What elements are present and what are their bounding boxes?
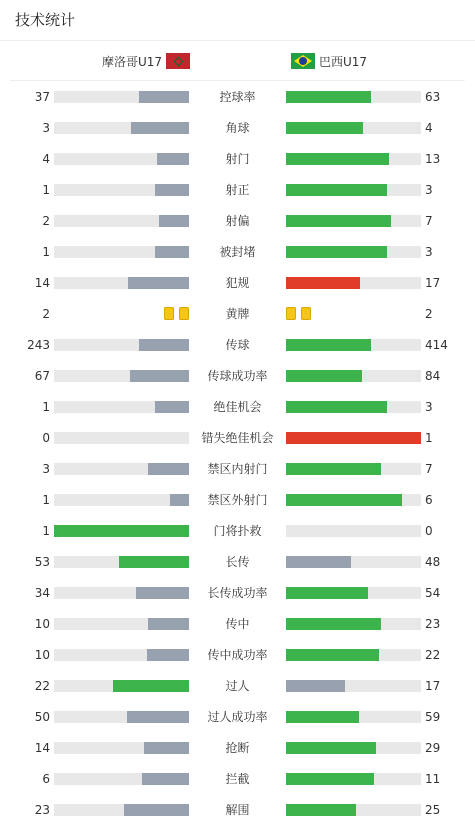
stat-label: 长传成功率 <box>207 586 268 600</box>
home-stat-bar <box>54 587 189 599</box>
home-stat-bar <box>54 246 189 258</box>
home-stat-bar-fill <box>148 618 189 630</box>
stat-label: 长传 <box>225 555 250 569</box>
home-stat-value: 1 <box>42 183 50 197</box>
home-stat-bar-fill <box>131 122 189 134</box>
home-stat-bar <box>54 153 189 165</box>
stat-label: 控球率 <box>219 90 256 104</box>
away-stat-value: 414 <box>425 338 448 352</box>
stat-label: 犯规 <box>225 276 250 290</box>
away-stat-bar-fill <box>286 556 351 568</box>
stat-label: 射门 <box>225 152 250 166</box>
away-stat-bar <box>286 339 421 351</box>
away-stat-bar <box>286 432 421 444</box>
home-stat-bar-fill <box>157 153 189 165</box>
header-divider <box>0 40 475 41</box>
home-stat-bar <box>54 122 189 134</box>
away-stat-bar <box>286 215 421 227</box>
stat-row <box>0 183 475 197</box>
away-stat-bar <box>286 494 421 506</box>
stat-label: 解围 <box>225 803 250 817</box>
home-stat-bar-fill <box>148 463 189 475</box>
away-stat-bar-fill <box>286 246 387 258</box>
home-stat-bar-fill <box>136 587 189 599</box>
away-team[interactable] <box>291 52 367 70</box>
away-stat-value: 13 <box>425 152 441 166</box>
home-stat-bar <box>54 711 189 723</box>
home-stat-value: 1 <box>42 400 50 414</box>
home-stat-value: 6 <box>42 772 50 786</box>
away-stat-value: 48 <box>425 555 441 569</box>
away-stat-value: 17 <box>425 276 441 290</box>
home-stat-bar-fill <box>124 804 189 816</box>
home-stat-bar-fill <box>155 401 189 413</box>
home-stat-value: 14 <box>34 276 50 290</box>
stat-label: 被封堵 <box>219 245 256 259</box>
page-title: 技术统计 <box>15 11 76 29</box>
away-stat-bar <box>286 618 421 630</box>
stat-row <box>0 679 475 693</box>
away-stat-value: 7 <box>425 462 433 476</box>
home-stat-bar-fill <box>139 339 189 351</box>
home-stat-bar <box>54 277 189 289</box>
stat-row <box>0 307 475 321</box>
away-stat-value: 4 <box>425 121 433 135</box>
away-stat-bar <box>286 804 421 816</box>
home-yellow-cards <box>164 307 189 321</box>
home-stat-value: 34 <box>34 586 50 600</box>
home-stat-bar <box>54 773 189 785</box>
home-stat-bar-fill <box>155 184 189 196</box>
away-stat-value: 63 <box>425 90 441 104</box>
away-stat-value: 3 <box>425 245 433 259</box>
home-stat-bar <box>54 525 189 537</box>
home-stat-value: 4 <box>42 152 50 166</box>
away-stat-value: 6 <box>425 493 433 507</box>
away-stat-value: 1 <box>425 431 433 445</box>
away-stat-value: 84 <box>425 369 441 383</box>
stat-row <box>0 338 475 352</box>
stat-row <box>0 772 475 786</box>
home-stat-bar-fill <box>142 773 189 785</box>
home-stat-value: 53 <box>34 555 50 569</box>
away-stat-bar <box>286 370 421 382</box>
stat-row <box>0 710 475 724</box>
away-stat-value: 29 <box>425 741 441 755</box>
stat-row <box>0 245 475 259</box>
away-stat-value: 59 <box>425 710 441 724</box>
home-stat-value: 0 <box>42 431 50 445</box>
home-stat-bar <box>54 184 189 196</box>
home-stat-bar-fill <box>119 556 189 568</box>
home-stat-bar-fill <box>127 711 189 723</box>
away-stat-bar-fill <box>286 494 402 506</box>
away-stat-bar-fill <box>286 122 363 134</box>
home-stat-value: 1 <box>42 524 50 538</box>
home-stat-value: 10 <box>34 648 50 662</box>
away-stat-bar-fill <box>286 649 379 661</box>
stat-label: 禁区外射门 <box>207 493 268 507</box>
home-stat-bar-fill <box>54 525 189 537</box>
home-stat-value: 243 <box>27 338 50 352</box>
away-stat-bar-fill <box>286 91 371 103</box>
away-stat-bar <box>286 401 421 413</box>
stat-row <box>0 741 475 755</box>
home-stat-value: 1 <box>42 493 50 507</box>
away-stat-value: 2 <box>425 307 433 321</box>
away-stat-bar-fill <box>286 339 371 351</box>
away-stat-bar <box>286 773 421 785</box>
away-stat-bar <box>286 122 421 134</box>
home-stat-bar-fill <box>139 91 189 103</box>
home-stat-bar-fill <box>128 277 189 289</box>
home-stat-value: 2 <box>42 307 50 321</box>
away-stat-value: 25 <box>425 803 441 817</box>
stat-label: 抢断 <box>225 741 250 755</box>
stat-row <box>0 90 475 104</box>
stat-label: 传中成功率 <box>207 648 268 662</box>
away-stat-bar-fill <box>286 680 345 692</box>
away-stat-bar-fill <box>286 153 389 165</box>
away-stat-bar-fill <box>286 401 387 413</box>
away-stat-value: 54 <box>425 586 441 600</box>
stat-row <box>0 555 475 569</box>
away-stat-bar-fill <box>286 773 374 785</box>
home-stat-bar <box>54 463 189 475</box>
home-stat-bar <box>54 556 189 568</box>
stat-row <box>0 462 475 476</box>
away-stat-bar <box>286 711 421 723</box>
away-stat-bar <box>286 525 421 537</box>
home-stat-value: 50 <box>34 710 50 724</box>
away-stat-bar-fill <box>286 184 387 196</box>
yellow-card-icon <box>301 307 311 320</box>
stat-row <box>0 121 475 135</box>
stat-label: 错失绝佳机会 <box>201 431 274 445</box>
home-stat-value: 67 <box>34 369 50 383</box>
away-stat-bar-fill <box>286 587 368 599</box>
away-stat-bar-fill <box>286 742 376 754</box>
home-stat-bar <box>54 370 189 382</box>
home-stat-bar <box>54 401 189 413</box>
home-stat-bar-fill <box>159 215 189 227</box>
home-stat-value: 1 <box>42 245 50 259</box>
away-stat-bar <box>286 742 421 754</box>
stat-label: 传球成功率 <box>207 369 268 383</box>
home-team[interactable] <box>102 52 190 70</box>
stat-label: 黄牌 <box>225 307 250 321</box>
home-stat-value: 14 <box>34 741 50 755</box>
stat-label: 禁区内射门 <box>207 462 268 476</box>
home-stat-value: 2 <box>42 214 50 228</box>
away-stat-bar <box>286 184 421 196</box>
stat-label: 门将扑救 <box>213 524 262 538</box>
teams-divider <box>10 80 465 81</box>
away-stat-bar-fill <box>286 711 359 723</box>
home-stat-bar <box>54 804 189 816</box>
stat-row <box>0 617 475 631</box>
away-stat-bar-fill <box>286 277 360 289</box>
home-stat-bar-fill <box>113 680 189 692</box>
stat-row <box>0 524 475 538</box>
away-stat-bar-fill <box>286 215 391 227</box>
stat-label: 角球 <box>225 121 250 135</box>
home-stat-bar-fill <box>144 742 189 754</box>
away-stat-bar-fill <box>286 618 381 630</box>
away-stat-value: 7 <box>425 214 433 228</box>
stat-row <box>0 214 475 228</box>
home-stat-bar <box>54 339 189 351</box>
yellow-card-icon <box>286 307 296 320</box>
away-stat-value: 0 <box>425 524 433 538</box>
stat-label: 射正 <box>225 183 250 197</box>
morocco-flag-icon <box>166 53 190 69</box>
home-stat-bar <box>54 649 189 661</box>
away-stat-value: 22 <box>425 648 441 662</box>
away-stat-value: 11 <box>425 772 441 786</box>
home-stat-bar <box>54 215 189 227</box>
away-stat-bar-fill <box>286 463 381 475</box>
stat-label: 传中 <box>225 617 250 631</box>
away-stat-bar <box>286 649 421 661</box>
stat-row <box>0 803 475 817</box>
home-stat-bar <box>54 91 189 103</box>
away-stat-value: 17 <box>425 679 441 693</box>
stat-row <box>0 369 475 383</box>
away-stat-bar-fill <box>286 370 362 382</box>
home-stat-bar-fill <box>155 246 189 258</box>
home-stat-bar-fill <box>130 370 189 382</box>
home-stat-bar <box>54 680 189 692</box>
stat-row <box>0 400 475 414</box>
stat-label: 传球 <box>225 338 250 352</box>
away-stat-bar <box>286 277 421 289</box>
stat-label: 射偏 <box>225 214 250 228</box>
home-stat-bar <box>54 618 189 630</box>
away-team-name: 巴西U17 <box>319 54 368 69</box>
stat-row <box>0 152 475 166</box>
away-stat-value: 3 <box>425 183 433 197</box>
away-stat-bar-fill <box>286 804 356 816</box>
stat-row <box>0 648 475 662</box>
home-stat-bar-fill <box>147 649 189 661</box>
home-stat-value: 22 <box>34 679 50 693</box>
away-stat-value: 3 <box>425 400 433 414</box>
home-stat-bar-fill <box>170 494 189 506</box>
away-stat-bar-fill <box>286 432 421 444</box>
away-stat-bar <box>286 91 421 103</box>
away-stat-bar <box>286 246 421 258</box>
yellow-card-icon <box>179 307 189 320</box>
brazil-flag-icon <box>291 53 315 69</box>
home-stat-value: 3 <box>42 121 50 135</box>
home-team-name: 摩洛哥U17 <box>101 54 162 69</box>
home-stat-bar <box>54 494 189 506</box>
home-stat-value: 23 <box>34 803 50 817</box>
stat-label: 过人 <box>225 679 250 693</box>
stat-label: 拦截 <box>225 772 250 786</box>
away-yellow-cards <box>286 307 311 321</box>
stat-label: 过人成功率 <box>207 710 268 724</box>
home-stat-bar <box>54 432 189 444</box>
away-stat-value: 23 <box>425 617 441 631</box>
stat-row <box>0 431 475 445</box>
away-stat-bar <box>286 587 421 599</box>
away-stat-bar <box>286 463 421 475</box>
home-stat-value: 3 <box>42 462 50 476</box>
stat-row <box>0 493 475 507</box>
stat-row <box>0 586 475 600</box>
yellow-card-icon <box>164 307 174 320</box>
home-stat-bar <box>54 742 189 754</box>
home-stat-value: 10 <box>34 617 50 631</box>
home-stat-value: 37 <box>34 90 50 104</box>
away-stat-bar <box>286 153 421 165</box>
stat-label: 绝佳机会 <box>213 400 262 414</box>
away-stat-bar <box>286 680 421 692</box>
stat-row <box>0 276 475 290</box>
away-stat-bar <box>286 556 421 568</box>
